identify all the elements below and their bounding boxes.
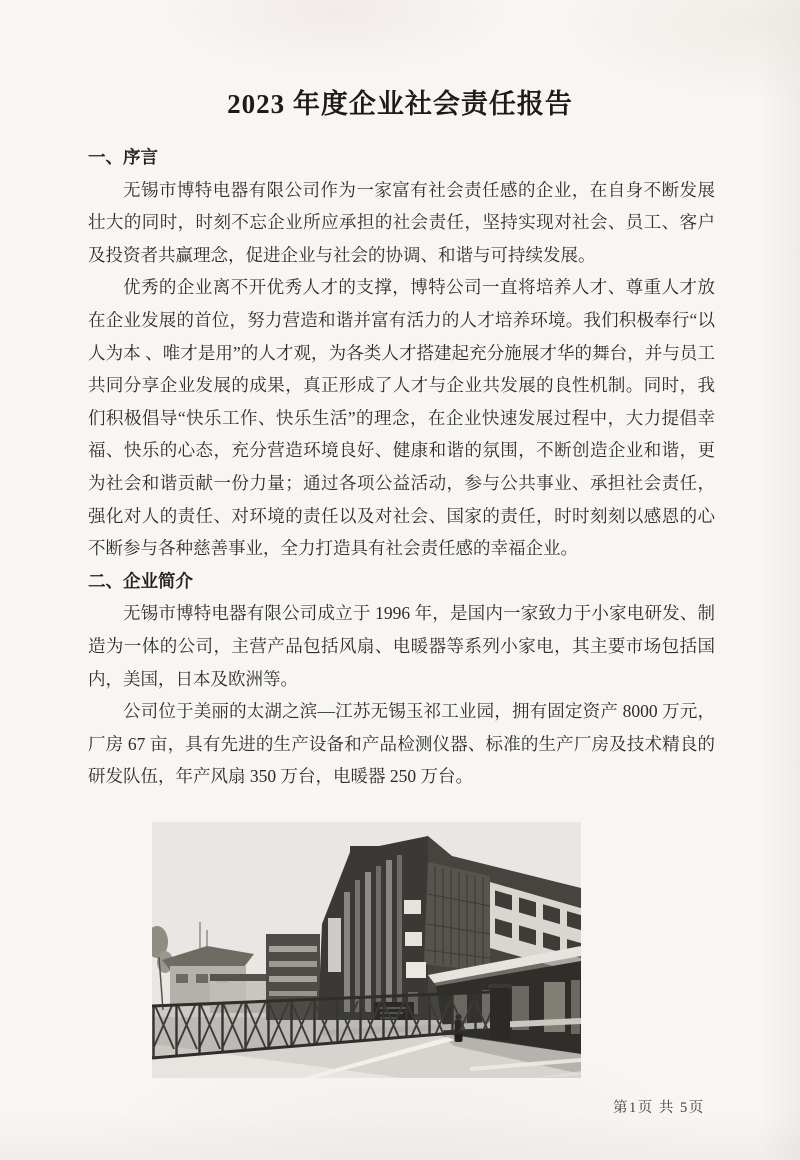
preface-paragraph-1: 无锡市博特电器有限公司作为一家富有社会责任感的企业，在自身不断发展壮大的同时，时刻不忘企业所应承担的社会责任，坚持实现对社会、员工、客户及投资者共赢理念，促进企业与社会的协调、和谐与可持续发展。 bbox=[88, 179, 715, 265]
section-heading-company-profile: 二、企业简介 bbox=[88, 570, 193, 591]
company-profile-paragraph-1: 无锡市博特电器有限公司成立于 1996 年，是国内一家致力于小家电研发、制造为一体的公司，主营产品包括风扇、电暖器等系列小家电，其主要市场包括国内，美国，日本及欧洲等。 bbox=[88, 603, 715, 689]
factory-campus-photo bbox=[152, 822, 581, 1078]
page-footer: 第1页 共 5页 bbox=[613, 1100, 705, 1116]
report-title: 2023 年度企业社会责任报告 bbox=[227, 89, 573, 119]
report-body bbox=[88, 141, 715, 793]
section-heading-preface: 一、序言 bbox=[88, 147, 158, 167]
company-profile-paragraph-2: 公司位于美丽的太湖之滨—江苏无锡玉祁工业园，拥有固定资产 8000 万元，厂房 67 亩，具有先进的生产设备和产品检测仪器、标准的生产厂房及技术精良的研发队伍，年产风扇 350 万台，电暖器 250 万台。 bbox=[88, 701, 715, 787]
factory-photo-illustration bbox=[152, 822, 581, 1078]
preface-paragraph-2: 优秀的企业离不开优秀人才的支撑，博特公司一直将培养人才、尊重人才放在企业发展的首位，努力营造和谐并富有活力的人才培养环境。我们积极奉行“以人为本 、唯才是用”的人才观，为各类人才搭建起充分施展才华的舞台，并与员工共同分享企业发展的成果，真正形成了人才与企业共发展的良性机制。同时，我们积极倡导“快乐工作、快乐生活”的理念，在企业快速发展过程中，大力提倡幸福、快乐的心态，充分营造环境良好、健康和谐的氛围，不断创造企业和谐，更为社会和谐贡献一份力量；通过各项公益活动，参与公共事业、承担社会责任，强化对人的责任、对环境的责任以及对社会、国家的责任，时时刻刻以感恩的心不断参与各种慈善事业，全力打造具有社会责任感的幸福企业。 bbox=[88, 277, 715, 559]
